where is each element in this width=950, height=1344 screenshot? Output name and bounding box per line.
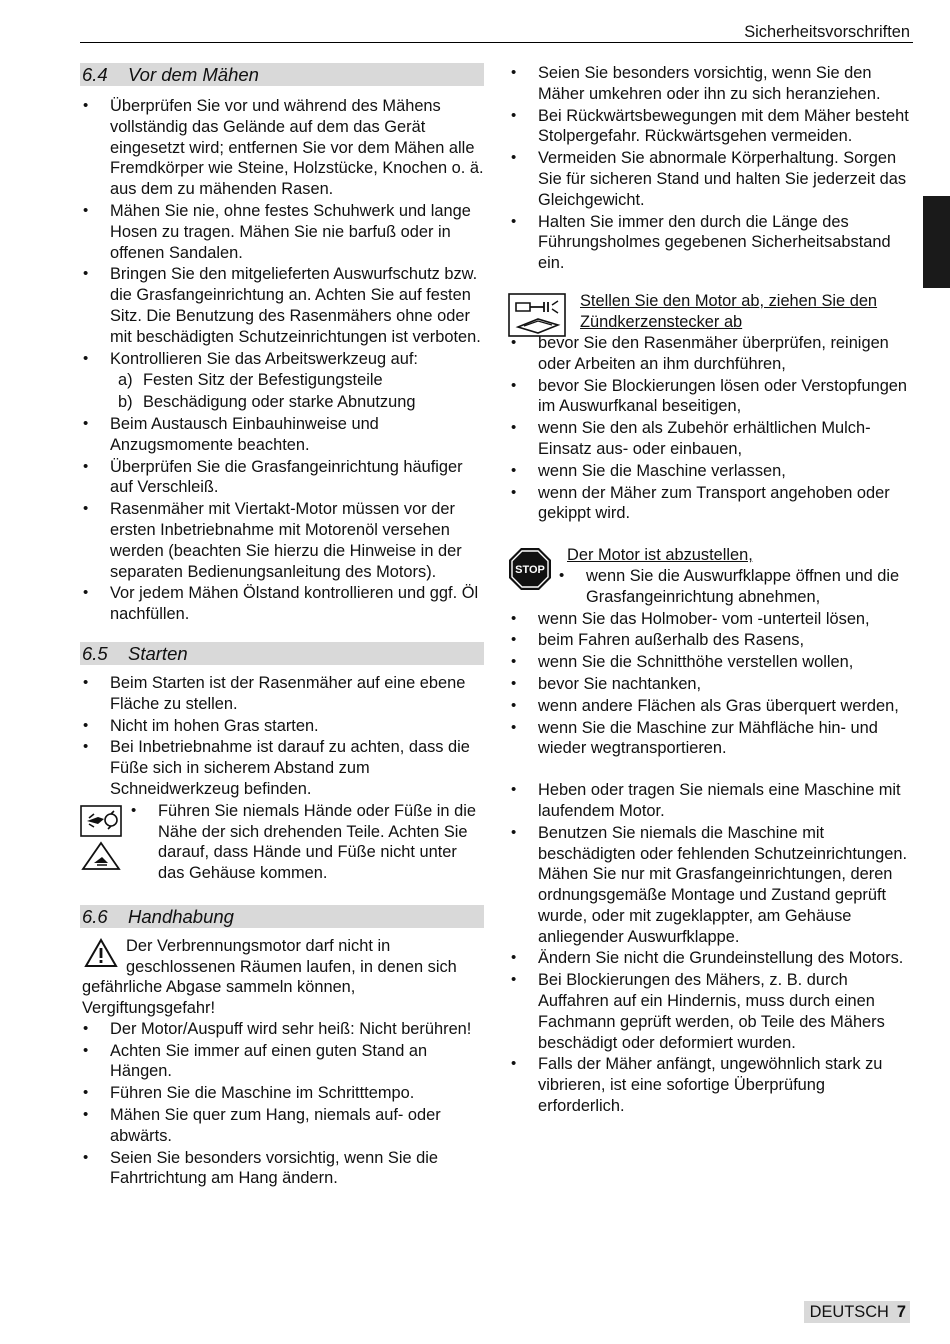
list-item: • Rasenmäher mit Viertakt-Motor müssen vor der ersten Inbetriebnahme mit Motorenöl versehen werden (beachten Sie hierzu die Hinweise in der separaten Bedienungsanleitung des Motors). [80,499,484,582]
exhaust-warning [80,936,484,1019]
section-title: Vor dem Mähen [128,64,259,85]
list-general [508,780,913,1117]
list-before-mowing [80,96,484,625]
list-item: • wenn Sie die Maschine verlassen, [508,461,913,482]
list-item: • Kontrollieren Sie das Arbeitswerkzeug auf: [80,349,484,370]
list-item: • Bei Inbetriebnahme ist darauf zu achten, dass die Füße sich in sicherem Abstand zum Schneidwerkzeug befinden. [80,737,484,799]
sub-item-label: b) [118,393,133,412]
list-item: • Überprüfen Sie vor und während des Mähens vollständig das Gelände auf dem das Gerät eingesetzt wird; entfernen Sie vor dem Mähen alle Fremdkörper wie Steine, Holzstücke, Knochen o. ä. aus dem zu mähenden Rasen. [80,96,484,200]
list-item: • Vor jedem Mähen Ölstand kontrollieren und ggf. Öl nachfüllen. [80,583,484,625]
list-item: • Führen Sie niemals Hände oder Füße in die Nähe der sich drehenden Teile. Achten Sie darauf, dass Hände und Füße nicht unter das Gehäuse kommen. [128,801,484,884]
list-item: • wenn andere Flächen als Gras überquert werden, [508,696,913,717]
list-item: • wenn Sie das Holmober- vom -unterteil lösen, [508,609,913,630]
section-title: Handhabung [128,905,234,927]
section-heading-6-4 [80,63,484,86]
list-starting [80,673,484,800]
section-number: 6.4 [82,64,108,85]
list-item: • Beim Austausch Einbauhinweise und Anzugsmomente beachten. [80,414,484,456]
spark-plug-notice [508,291,913,333]
list-item: • Ändern Sie nicht die Grundeinstellung des Motors. [508,948,913,969]
list-item: • Mähen Sie nie, ohne festes Schuhwerk und lange Hosen zu tragen. Mähen Sie nie barfuß oder in offenen Sandalen. [80,201,484,263]
list-item: • wenn der Mäher zum Transport angehoben oder gekippt wird. [508,483,913,525]
list-item: • Bei Rückwärtsbewegungen mit dem Mäher besteht Stolpergefahr. Rückwärtsgehen vermeiden. [508,106,913,148]
list-item: • Achten Sie immer auf einen guten Stand an Hängen. [80,1041,484,1083]
stop-notice [508,545,913,607]
spark-plug-heading: Stellen Sie den Motor ab, ziehen Sie den Zündkerzenstecker ab [580,291,878,331]
chapter-side-tab [923,196,950,288]
list-item: • wenn Sie den als Zubehör erhältlichen Mulch-Einsatz aus- oder einbauen, [508,418,913,460]
sub-item-label: a) [118,371,133,390]
hand-blade-icon [80,805,122,843]
list-item: • Mähen Sie quer zum Hang, niemals auf- oder abwärts. [80,1105,484,1147]
warning-text: Der Verbrennungsmotor darf nicht in geschlossenen Räumen laufen, in denen sich gefährliche Abgase sammeln können, Vergiftungsgefahr! [82,936,457,1018]
page-header-title: Sicherheitsvorschriften [744,23,910,41]
section-number: 6.6 [82,905,108,927]
section-heading-6-6 [80,905,484,928]
list-item: • Bringen Sie den mitgelieferten Auswurfschutz bzw. die Grasfangeinrichtung an. Achten Sie auf festen Sitz. Die Benutzung des Rasenmähers ohne oder mit beschädigten Schutzeinrichtungen ist verboten. [80,264,484,347]
rotating-parts-warning [80,801,484,885]
foot-warning-icon [80,841,122,877]
list-item: • Seien Sie besonders vorsichtig, wenn Sie den Mäher umkehren oder ihn zu sich heranziehen. [508,63,913,105]
right-column [508,63,913,1118]
list-rotating-parts [128,801,484,885]
list-item: • Halten Sie immer den durch die Länge des Führungsholmes gegebenen Sicherheitsabstand ein. [508,212,913,274]
stop-heading: Der Motor ist abzustellen, [567,546,753,565]
section-title: Starten [128,642,188,664]
list-item: • Beim Starten ist der Rasenmäher auf eine ebene Fläche zu stellen. [80,673,484,715]
footer-language: DEUTSCH [809,1303,889,1321]
page-number: 7 [896,1303,906,1321]
list-spark-plug [508,333,913,524]
list-item: • Seien Sie besonders vorsichtig, wenn Sie die Fahrtrichtung am Hang ändern. [80,1148,484,1190]
list-item: • bevor Sie den Rasenmäher überprüfen, reinigen oder Arbeiten an ihm durchführen, [508,333,913,375]
stop-sign-icon [508,547,552,597]
list-item: • Nicht im hohen Gras starten. [80,716,484,737]
stop-sign-label: STOP [515,564,545,577]
list-item: • Überprüfen Sie die Grasfangeinrichtung häufiger auf Verschleiß. [80,457,484,499]
section-heading-6-5 [80,642,484,665]
list-stop-first [556,566,913,608]
page-footer [804,1301,910,1323]
sub-item-text: Festen Sitz der Befestigungsteile [143,371,383,390]
list-item: • bevor Sie nachtanken, [508,674,913,695]
list-item: • wenn Sie die Auswurfklappe öffnen und die Grasfangeinrichtung abnehmen, [556,566,913,608]
list-stop [508,609,913,760]
list-handling-continued [508,63,913,274]
list-item: • Falls der Mäher anfängt, ungewöhnlich stark zu vibrieren, ist eine sofortige Überprüfung erforderlich. [508,1054,913,1116]
list-item: • wenn Sie die Maschine zur Mähfläche hin- und wieder wegtransportieren. [508,718,913,760]
section-number: 6.5 [82,642,108,664]
warning-triangle-icon [84,938,118,974]
sub-item-text: Beschädigung oder starke Abnutzung [143,393,416,412]
sub-list-item [80,392,484,413]
list-item: • Bei Blockierungen des Mähers, z. B. durch Auffahren auf ein Hindernis, muss durch einen Fachmann geprüft werden, ob Teile des Mähers beschädigt oder deformiert wurden. [508,970,913,1053]
list-item: • bevor Sie Blockierungen lösen oder Verstopfungen im Auswurfkanal beseitigen, [508,376,913,418]
list-item: • Der Motor/Auspuff wird sehr heiß: Nicht berühren! [80,1019,484,1040]
list-item: • wenn Sie die Schnitthöhe verstellen wollen, [508,652,913,673]
left-column [80,63,484,1190]
list-item: • Vermeiden Sie abnormale Körperhaltung. Sorgen Sie für sicheren Stand und halten Sie jederzeit das Gleichgewicht. [508,148,913,210]
header-rule [80,42,913,43]
list-item: • Führen Sie die Maschine im Schritttempo. [80,1083,484,1104]
sub-list-item [80,370,484,391]
list-handling [80,1019,484,1189]
list-item: • Benutzen Sie niemals die Maschine mit beschädigten oder fehlenden Schutzeinrichtungen. Mähen Sie nur mit Grasfangeinrichtungen, deren ordnungsgemäße Montage und Zustand geprüft wurde, oder mit zugeklappter, am Gehäuse anliegender Auswurfklappe. [508,823,913,948]
list-item: • Heben oder tragen Sie niemals eine Maschine mit laufendem Motor. [508,780,913,822]
list-item: • beim Fahren außerhalb des Rasens, [508,630,913,651]
